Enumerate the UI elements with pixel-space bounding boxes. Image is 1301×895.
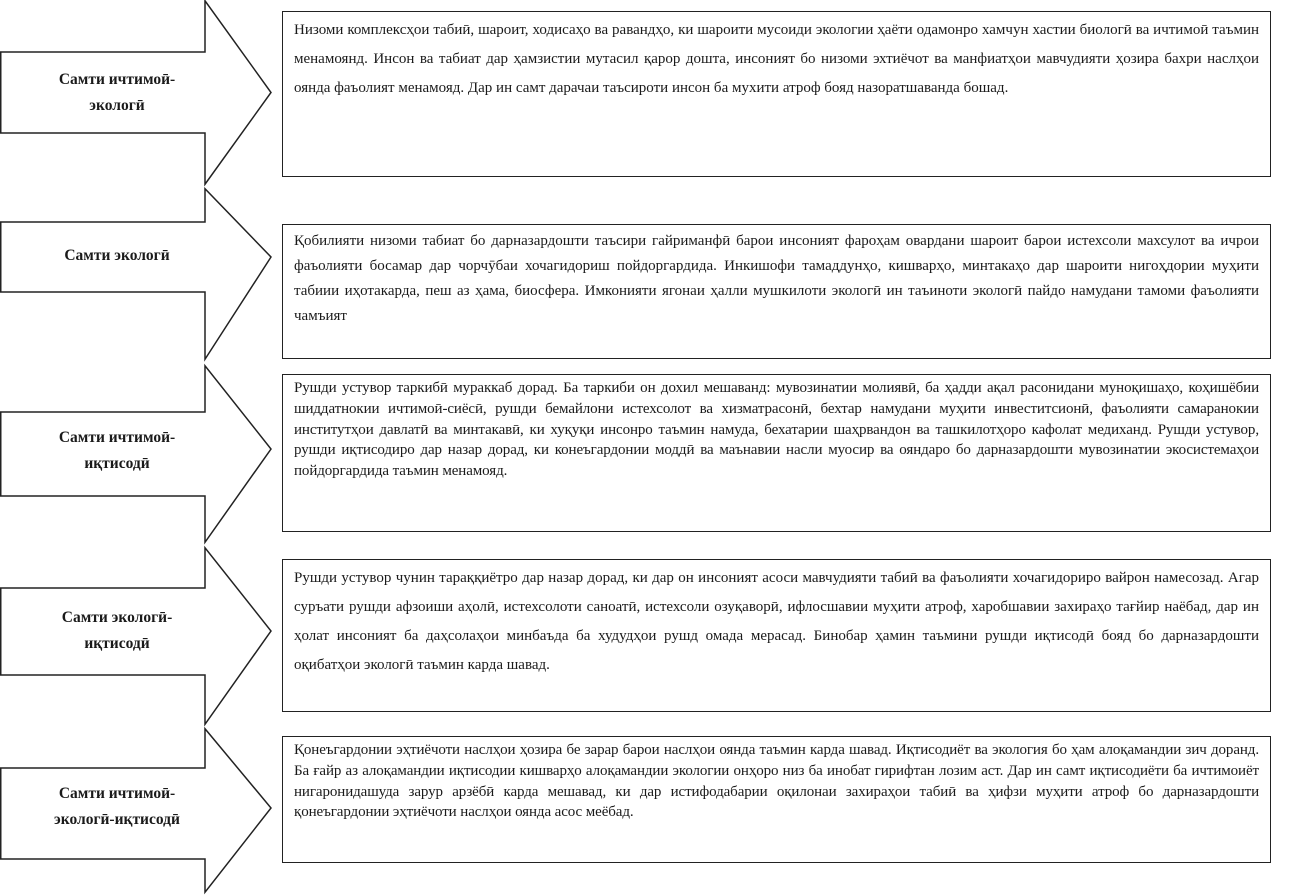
direction-row-ecological-economic — [0, 547, 1301, 725]
direction-row-social-economic — [0, 365, 1301, 543]
direction-row-social-ecological — [0, 0, 1301, 185]
description-text: Низоми комплексҳои табиӣ, шароит, ходисаҳо ва равандҳо, ки шароити мусоиди экологии ҳаёти одамонро хамчун хастии биологӣ ва ичтимоӣ таъмин менамоянд. Инсон ва табиат дар ҳамзистии мутасил қарор дошта, инсоният бо низоми эхтиёчот ва манфиатҳои мавчудияти ҳозира бахри наслҳои оянда фаъолият менамояд. Дар ин самт дарачаи таъсироти инсон ба мухити атроф бояд назоратшаванда бошад. — [294, 22, 1259, 96]
arrow-outline — [0, 188, 272, 360]
description-text: Рушди устувор чунин тараққиётро дар назар дорад, ки дар он инсоният асоси мавчудияти табиӣ ва фаъолияти хочагидориро вайрон намесозад. Агар суръати рушди афзоиши аҳолӣ, истехсолоти саноатӣ, истехсоли озуқаворӣ, ифлосшавии муҳити атроф, харобшавии захираҳо тағйир наёбад, дар ин ҳолат инсоният ба даҳсолаҳои минбаъда ба худудҳои рушд омада мерасад. Бинобар ҳамин таъмини рушди иқтисодӣ бояд бо дарназардошти оқибатҳои экологӣ таъмин карда шавад. — [294, 570, 1259, 673]
description-box — [282, 224, 1271, 359]
arrow-label: Самти ичтимоӣ- экологӣ-иқтисодӣ — [54, 785, 180, 828]
description-text: Рушди устувор таркибӣ мураккаб дорад. Ба таркиби он дохил мешаванд: мувозинатии молиявӣ, ба ҳадди ақал расонидани муноқишаҳо, коҳишёбии шиддатнокии ичтимоӣ-сиёсӣ, рушди бемайлони истехсолот ва хизматрасонӣ, бехтар намудани муҳити инвеститсионӣ, фаъолияти самаранокии институтҳои давлатӣ ва минтакавӣ, ки хуқуқи инсонро таъмин намуда, бехатарии шаҳрвандон ва ташкилотҳоро кафолат медиханд. Рушди устувор, рушди иқтисодиро дар назар дорад, ки конеъгардонии моддӣ ва маънавии насли муосир ва ояндаро бо дарназардошти мувозинатии экосистемаҳои пойдоргардида таъмин менамояд. — [294, 380, 1259, 480]
description-box — [282, 11, 1271, 177]
arrow-label: Самти экологӣ — [64, 247, 170, 264]
description-text: Қобилияти низоми табиат бо дарназардошти таъсири гайриманфӣ барои инсоният фароҳам овардани шароит барои истехсоли махсулот ва ичрои фаъолияти босамар дар чорчӯбаи хочагидориш пойдоргардида. Инкишофи тамаддунҳо, кишварҳо, минтакаҳо дар шароити нигоҳдории муҳити табиии иҳотакарда, пеш аз ҳама, биосфера. Имконияти ягонаи ҳалли мушкилоти экологӣ ин таъиноти экологӣ пайдо намудани тамоми фаъолияти чамъият — [294, 233, 1259, 324]
direction-row-social-ecological-economic — [0, 728, 1301, 893]
description-text: Қонеъгардонии эҳтиёчоти наслҳои ҳозира бе зарар барои наслҳои оянда таъмин карда шавад. Иқтисодиёт ва экология бо ҳам алоқамандии зич доранд. Ба ғайр аз алоқамандии иқтисодии кишварҳо алоқамандии экологии онҳоро низ ба инобат гирифтан лозим аст. Дар ин самт иқтисодиёти ба ичтимоиёт нигаронидашуда зарур арзёбӣ карда мешавад, ки дар истифодабарии оқилонаи захираҳои табиӣ ва ҳифзи муҳити атроф бо дарназардошти қонеъгардонии эҳтиёчоти наслҳои оянда асос меёбад. — [294, 742, 1259, 821]
arrow-shape — [0, 188, 272, 360]
arrow-shape — [0, 365, 272, 543]
description-box — [282, 374, 1271, 532]
arrow-shape — [0, 0, 272, 185]
arrow-label: Самти ичтимоӣ- иқтисодӣ — [58, 429, 176, 472]
arrow-shape — [0, 547, 272, 725]
arrow-label: Самти ичтимоӣ- экологӣ — [58, 71, 176, 114]
direction-row-ecological — [0, 188, 1301, 360]
arrow-shape — [0, 728, 272, 893]
description-box — [282, 736, 1271, 863]
description-box — [282, 559, 1271, 712]
arrow-label: Самти экологӣ- иқтисодӣ — [61, 609, 173, 652]
